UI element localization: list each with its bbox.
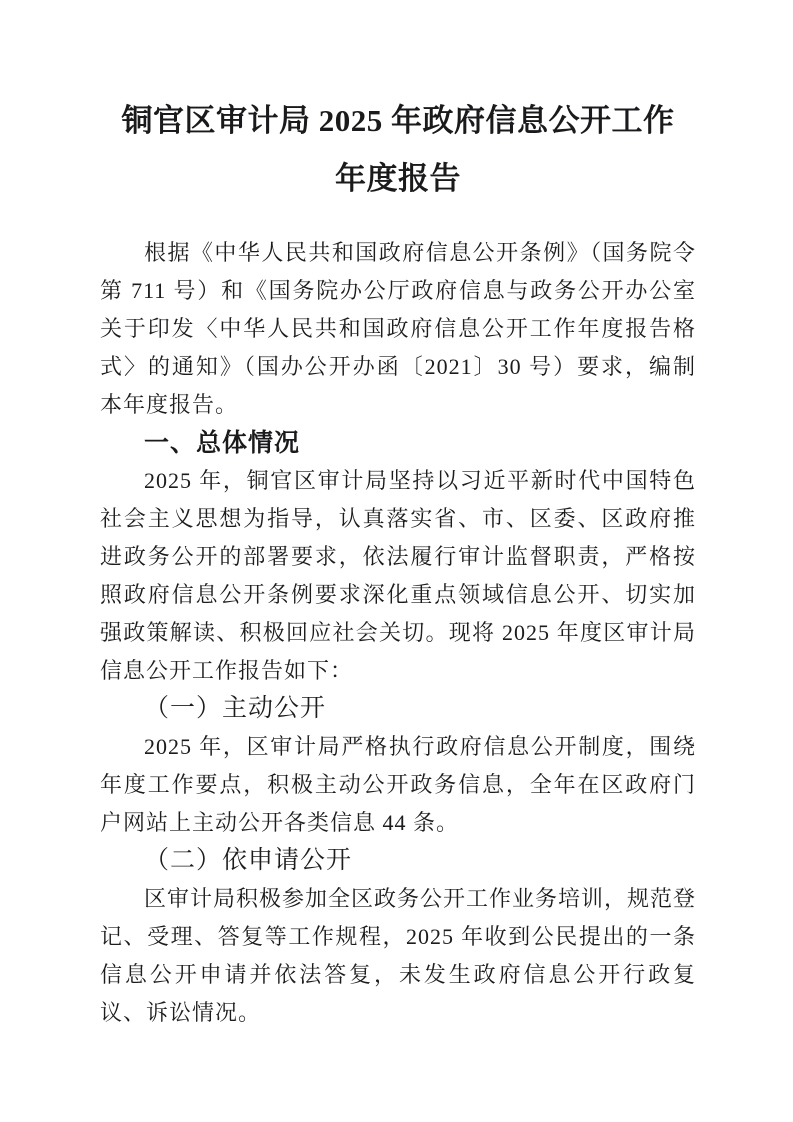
subsection-heading-disclosure-on-request: （二）依申请公开	[144, 847, 353, 874]
document-title	[100, 92, 696, 208]
disclosure-on-request-paragraph: 区审计局积极参加全区政务公开工作业务培训，规范登记、受理、答复等工作规程，2025 年收到公民提出的一条信息公开申请并依法答复，未发生政府信息公开行政复议、诉讼情况。	[100, 886, 697, 1025]
intro-paragraph: 根据《中华人民共和国政府信息公开条例》（国务院令第 711 号）和《国务院办公厅政府信息与政务公开办公室关于印发〈中华人民共和国政府信息公开工作年度报告格式〉的通知》（国办公开办函〔2021〕30 号）要求，编制本年度报告。	[100, 240, 696, 417]
document-title-line2: 年度报告	[335, 161, 461, 196]
overview-paragraph: 2025 年，铜官区审计局坚持以习近平新时代中国特色社会主义思想为指导，认真落实省、市、区委、区政府推进政务公开的部署要求，依法履行审计监督职责，严格按照政府信息公开条例要求深化重点领域信息公开、切实加强政策解读、积极回应社会关切。现将 2025 年度区审计局信息公开工作报告如下：	[100, 468, 696, 683]
subsection-heading-proactive-disclosure: （一）主动公开	[144, 695, 327, 722]
document-title-line1: 铜官区审计局 2025 年政府信息公开工作	[121, 103, 675, 138]
section-heading-overview: 一、总体情况	[144, 429, 301, 457]
proactive-disclosure-paragraph: 2025 年，区审计局严格执行政府信息公开制度，围绕年度工作要点，积极主动公开政务信息，全年在区政府门户网站上主动公开各类信息 44 条。	[100, 734, 696, 835]
